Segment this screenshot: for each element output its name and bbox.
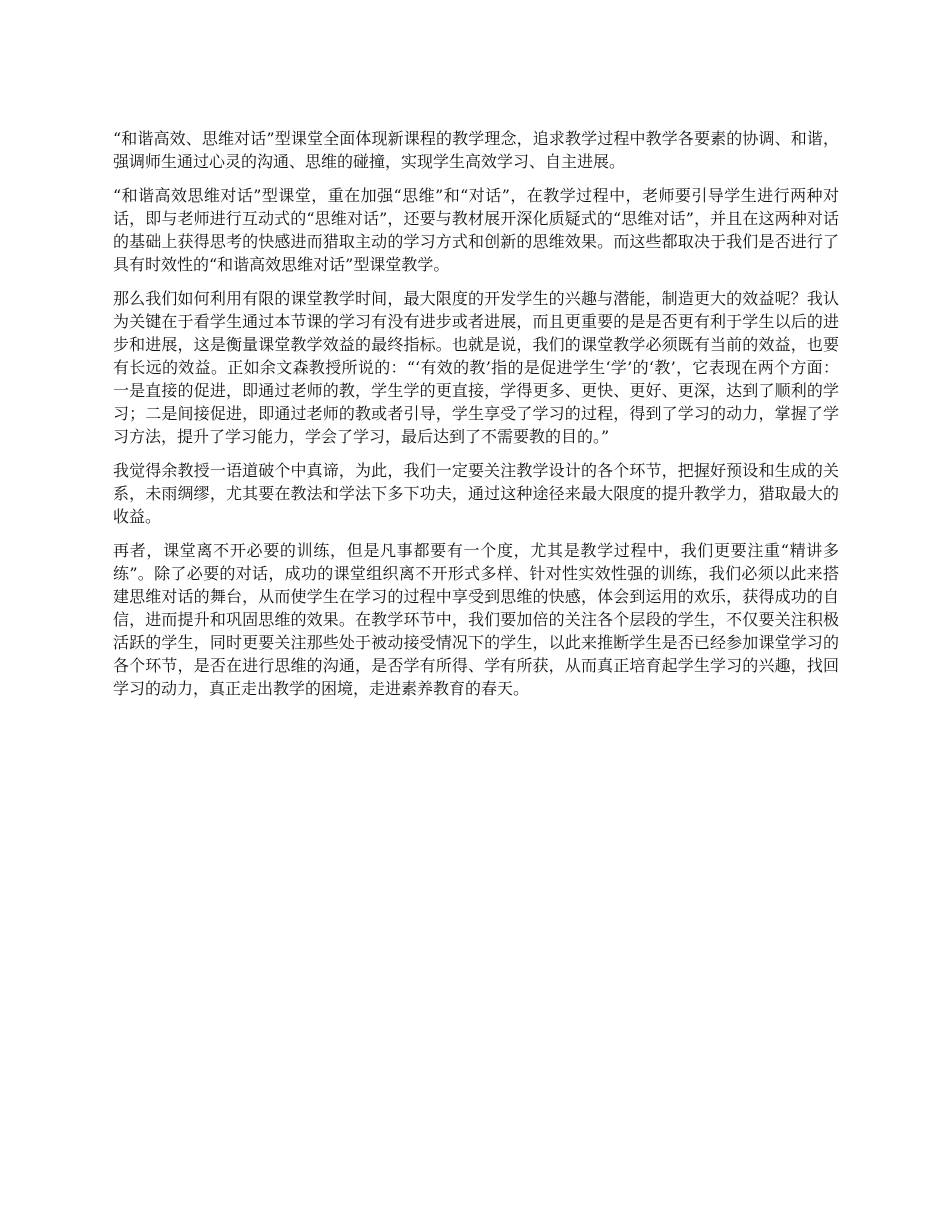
- paragraph-1: “和谐高效、思维对话”型课堂全面体现新课程的教学理念，追求教学过程中教学各要素的协调、和谐，强调师生通过心灵的沟通、思维的碰撞，实现学生高效学习、自主进展。: [113, 129, 839, 171]
- paragraph-4: 我觉得余教授一语道破个中真谛，为此，我们一定要关注教学设计的各个环节，把握好预设和生成的关系，未雨绸缪，尤其要在教法和学法下多下功夫，通过这种途径来最大限度的提升教学力，猎取最大的收益。: [113, 461, 839, 526]
- document-body: [113, 127, 839, 711]
- paragraph-2: “和谐高效思维对话”型课堂，重在加强“思维”和“对话”，在教学过程中，老师要引导学生进行两种对话，即与老师进行互动式的“思维对话”，还要与教材展开深化质疑式的“思维对话”，并且在这两种对话的基础上获得思考的快感进而猎取主动的学习方式和创新的思维效果。而这些都取决于我们是否进行了具有时效性的“和谐高效思维对话”型课堂教学。: [113, 186, 839, 274]
- paragraph-3: 那么我们如何利用有限的课堂教学时间，最大限度的开发学生的兴趣与潜能，制造更大的效益呢？我认为关键在于看学生通过本节课的学习有没有进步或者进展，而且更重要的是是否更有利于学生以后的进步和进展，这是衡量课堂教学效益的最终指标。也就是说，我们的课堂教学必须既有当前的效益，也要有长远的效益。正如余文森教授所说的：“‘有效的教’指的是促进学生‘学’的‘教’，它表现在两个方面：一是直接的促进，即通过老师的教，学生学的更直接，学得更多、更快、更好、更深，达到了顺利的学习；二是间接促进，即通过老师的教或者引导，学生享受了学习的过程，得到了学习的动力，掌握了学习方法，提升了学习能力，学会了学习，最后达到了不需要教的目的。”: [113, 289, 839, 446]
- paragraph-5: 再者，课堂离不开必要的训练，但是凡事都要有一个度，尤其是教学过程中，我们更要注重“精讲多练”。除了必要的对话，成功的课堂组织离不开形式多样、针对性实效性强的训练，我们必须以此来搭建思维对话的舞台，从而使学生在学习的过程中享受到思维的快感，体会到运用的欢乐，获得成功的自信，进而提升和巩固思维的效果。在教学环节中，我们要加倍的关注各个层段的学生，不仅要关注积极活跃的学生，同时更要关注那些处于被动接受情况下的学生，以此来推断学生是否已经参加课堂学习的各个环节，是否在进行思维的沟通，是否学有所得、学有所获，从而真正培育起学生学习的兴趣，找回学习的动力，真正走出教学的困境，走进素养教育的春天。: [113, 541, 839, 698]
